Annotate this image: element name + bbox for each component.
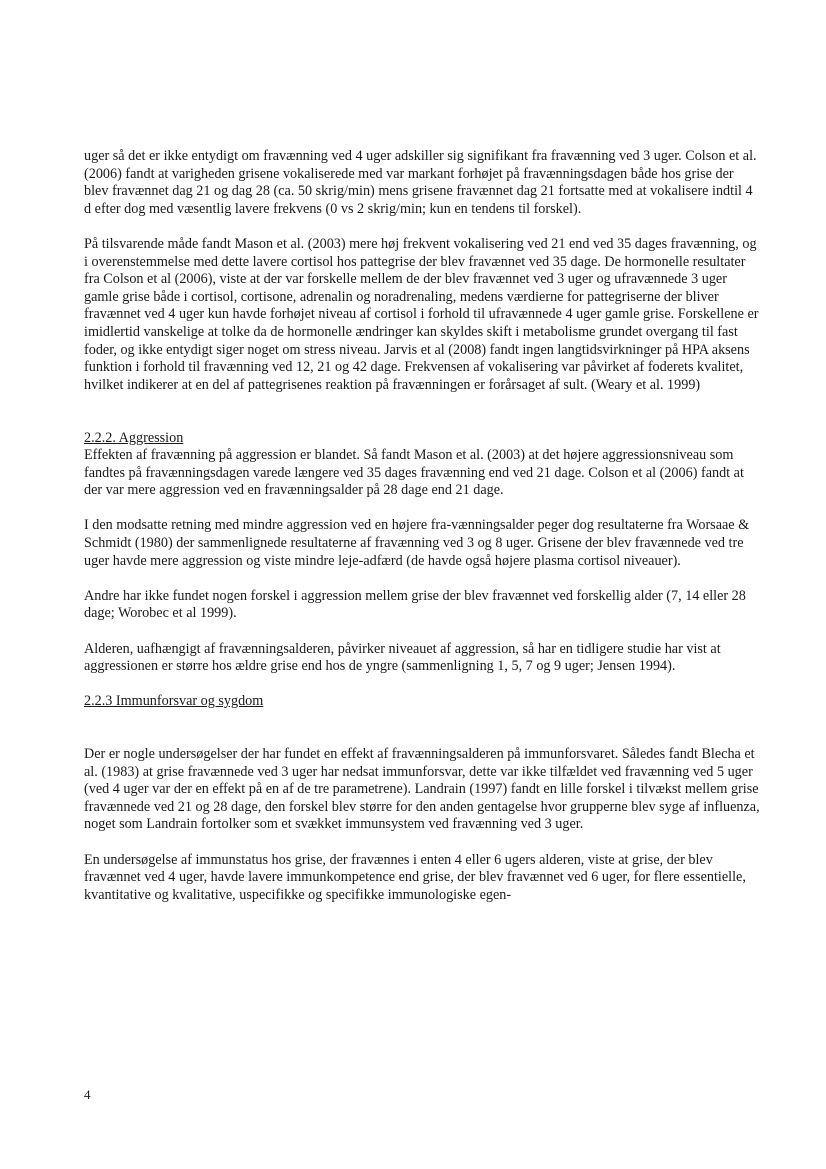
paragraph-immune-status: En undersøgelse af immunstatus hos grise, der fravænnes i enten 4 eller 6 ugers alderen, viste at grise, der blev fravænnet ved 4 uger, havde lavere immunkompetence end grise, der blev fravænnet ved 6 uger, for flere essentielle, kvantitative og kvalitative, uspecifikke og specifikke immunologiske egen- — [84, 851, 746, 903]
page-body — [84, 148, 760, 904]
paragraph-aggression-intro: Effekten af fravænning på aggression er blandet. Så fandt Mason et al. (2003) at det højere aggressionsniveau som fandtes på fravænningsdagen varede længere ved 35 dages fravænning end ved 21 dage. Colson et al (2006) fandt at der var mere aggression ved en fravænningsalder på 28 dage end 21 dage. — [84, 447, 744, 499]
section-heading-immune: 2.2.3 Immunforsvar og sygdom — [84, 693, 264, 710]
section-heading-aggression: 2.2.2. Aggression — [84, 429, 184, 446]
paragraph-aggression-opposite: I den modsatte retning med mindre aggression ved en højere fra-vænningsalder peger dog resultaterne fra Worsaae & Schmidt (1980) der sammenlignede resultaterne af fravænning ved 3 og 8 uger. Grisene der blev fravænnede ved tre uger havde mere aggression og viste mindre leje-adfærd (de havde også højere plasma cortisol niveauer). — [84, 517, 750, 569]
paragraph-vocalisation-continued: uger så det er ikke entydigt om fravænning ved 4 uger adskiller sig signifikant fra fravænning ved 3 uger. Colson et al. (2006) fandt at varigheden grisene vokaliserede med var markant forhøjet på fravænningsdagen både hos grise der blev fravænnet dag 21 og dag 28 (ca. 50 skrig/min) mens grisene fravænnet dag 21 fortsatte med at vokalisere indtil 4 d efter dog med væsentlig lavere frekvens (0 vs 2 skrig/min; kun en tendens til forskel). — [84, 148, 757, 217]
paragraph-aggression-age: Alderen, uafhængigt af fravænningsalderen, påvirker niveauet af aggression, så har en tidligere studie har vist at aggressionen er større hos ældre grise end hos de yngre (sammenligning 1, 5, 7 og 9 uger; Jensen 1994). — [84, 640, 721, 675]
paragraph-mason-vocalisation: På tilsvarende måde fandt Mason et al. (2003) mere høj frekvent vokalisering ved 21 end ved 35 dages fravænning, og i overenstemmelse med dette lavere cortisol hos pattegrise der blev fravænnet ved 35 dage. De hormonelle resultater fra Colson et al (2006), viste at der var forskelle mellem de der blev fravænnet ved 3 uger og ufravænnede 3 uger gamle grise både i cortisol, cortisone, adrenalin og noradrenaling, medens værdierne for pattegriserne der bliver fravænnet ved 4 uger kun havde forhøjet niveau af cortisol i forhold til ufravænnede 4 uger gamle grise. Forskellene er imidlertid vanskelige at tolke da de hormonelle ændringer kan skyldes skift i metabolisme grundet overgang til fast foder, og ikke entydigt siger noget om stress niveau. Jarvis et al (2008) fandt ingen langtidsvirkninger på HPA aksens funktion i forhold til fravænning ved 12, 21 og 42 dage. Frekvensen af vokalisering var påvirket af foderets kvalitet, hvilket indikerer at en del af pattegrisenes reaktion på fravænningen er forårsaget af sult. (Weary et al. 1999) — [84, 235, 759, 393]
page-number: 4 — [84, 1087, 91, 1102]
paragraph-aggression-no-difference: Andre har ikke fundet nogen forskel i aggression mellem grise der blev fravænnet ved forskellig alder (7, 14 eller 28 dage; Worobec et al 1999). — [84, 587, 746, 622]
paragraph-immune-intro: Der er nogle undersøgelser der har fundet en effekt af fravænningsalderen på immunforsvaret. Således fandt Blecha et al. (1983) at grise fravænnede ved 3 uger har nedsat immunforsvar, dette var ikke tilfældet ved fravænning ved 5 uger (ved 4 uger var der en effekt på en af de tre parametrene). Landrain (1997) fandt en lille forskel i tilvækst mellem grise fravænnede ved 21 og 28 dage, den forskel blev større for den anden gentagelse hvor grupperne blev syge af influenza, noget som Landrain fortolker som et svækket immunsystem ved fravænning ved 3 uger. — [84, 746, 760, 833]
